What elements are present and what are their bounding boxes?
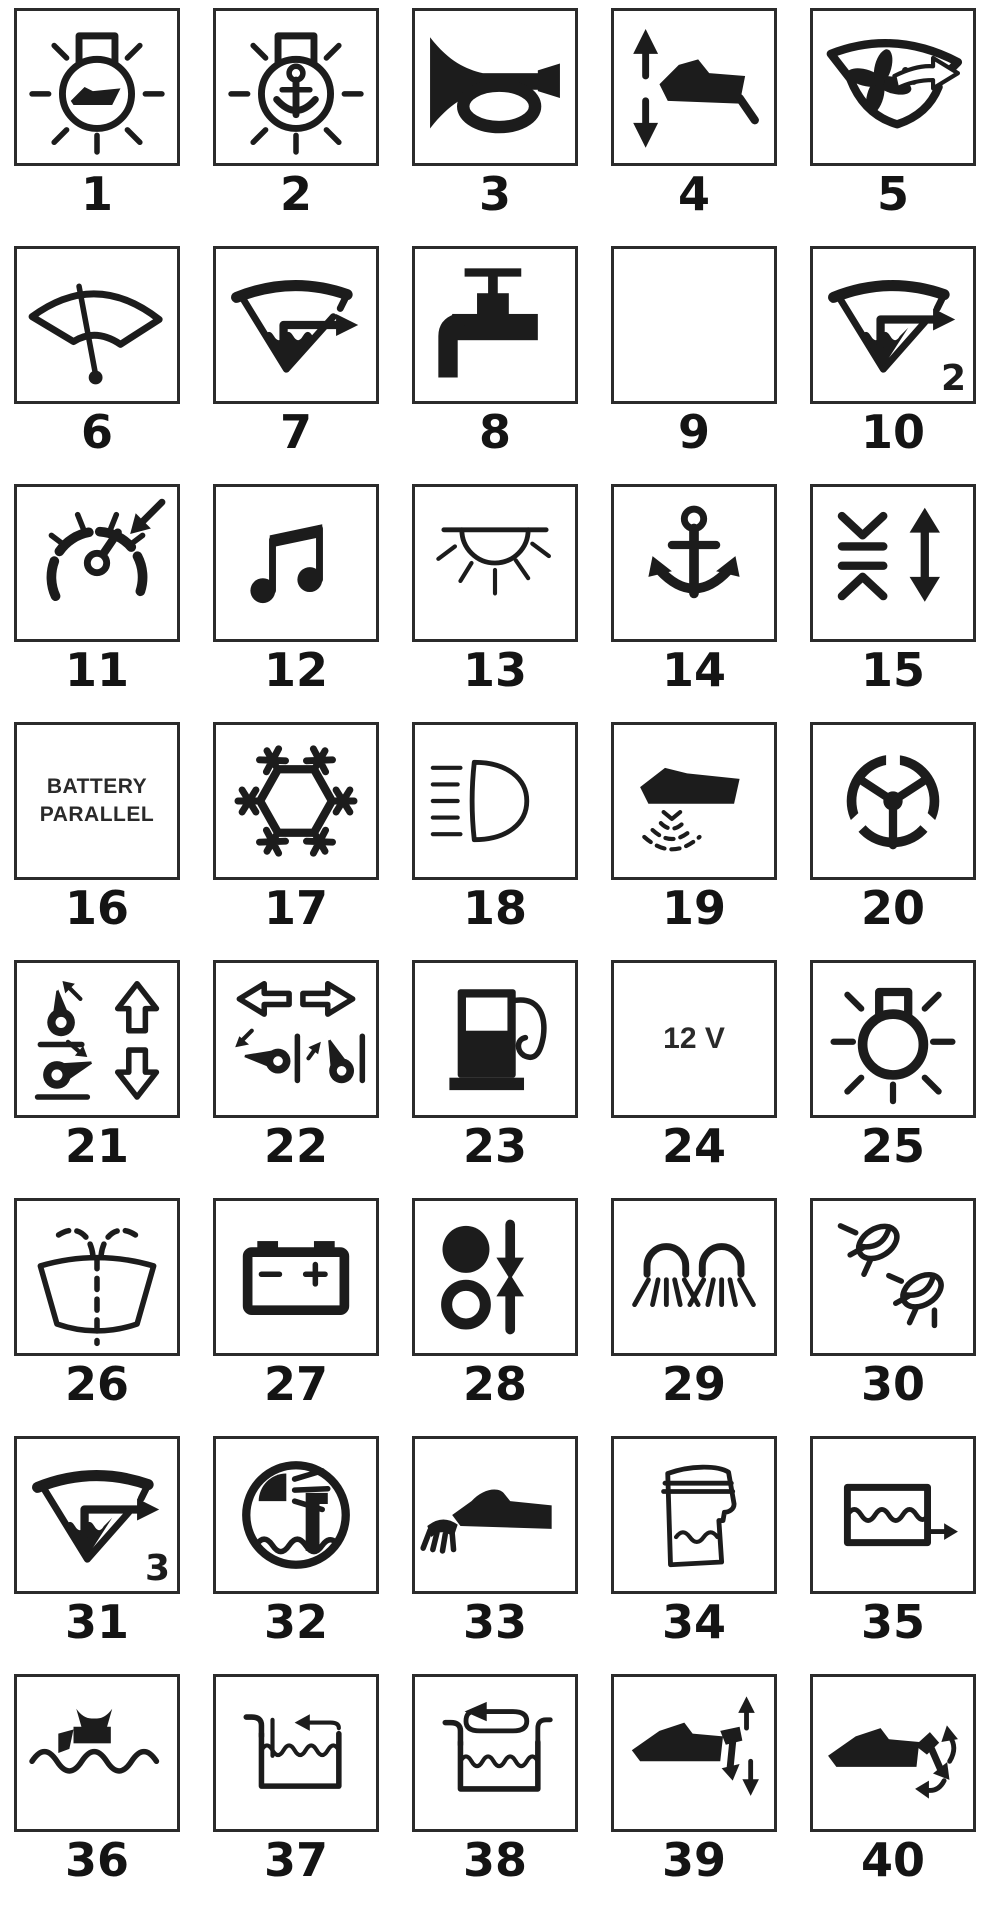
ballast-fill-empty-icon bbox=[419, 1206, 571, 1348]
symbol-number: 9 bbox=[677, 405, 710, 459]
horn-icon bbox=[419, 16, 571, 158]
legend-cell-27 bbox=[213, 1198, 379, 1436]
dome-light-icon bbox=[419, 492, 571, 634]
legend-cell-5 bbox=[810, 8, 976, 246]
symbol-box bbox=[810, 1198, 976, 1356]
boat-lift-icon bbox=[618, 16, 770, 158]
windshield-wiper-icon bbox=[21, 254, 173, 396]
symbol-box bbox=[14, 484, 180, 642]
speed-gauge-icon bbox=[21, 492, 173, 634]
symbol-number: 28 bbox=[462, 1357, 527, 1411]
legend-cell-17 bbox=[213, 722, 379, 960]
symbol-box bbox=[14, 722, 180, 880]
legend-cell-20 bbox=[810, 722, 976, 960]
bilge-pump-out-icon bbox=[817, 1444, 969, 1586]
legend-cell-21 bbox=[14, 960, 180, 1198]
symbol-box bbox=[412, 1674, 578, 1832]
legend-cell-15 bbox=[810, 484, 976, 722]
washer-speed-badge: 3 bbox=[144, 1548, 170, 1589]
symbol-number: 1 bbox=[80, 167, 113, 221]
battery-parallel-line2: PARALLEL bbox=[39, 803, 155, 826]
symbol-number: 2 bbox=[279, 167, 312, 221]
symbol-number: 33 bbox=[462, 1595, 527, 1649]
legend-cell-22 bbox=[213, 960, 379, 1198]
symbol-number: 3 bbox=[478, 167, 511, 221]
symbol-box bbox=[14, 960, 180, 1118]
symbol-box bbox=[611, 722, 777, 880]
symbol-box bbox=[810, 1436, 976, 1594]
symbol-number: 15 bbox=[860, 643, 925, 697]
symbol-box-empty bbox=[611, 246, 777, 404]
legend-cell-29 bbox=[611, 1198, 777, 1436]
legend-cell-9 bbox=[611, 246, 777, 484]
symbol-box bbox=[14, 1436, 180, 1594]
legend-cell-6 bbox=[14, 246, 180, 484]
outboard-trim-icon bbox=[618, 1682, 770, 1824]
engine-room-light-icon bbox=[220, 1444, 372, 1586]
symbol-box bbox=[412, 484, 578, 642]
windshield-spray-icon bbox=[21, 1206, 173, 1348]
symbol-box bbox=[14, 246, 180, 404]
stereo-music-icon bbox=[220, 492, 372, 634]
marine-toilet-icon bbox=[618, 1444, 770, 1586]
symbol-number: 25 bbox=[860, 1119, 925, 1173]
symbol-number: 24 bbox=[661, 1119, 726, 1173]
symbol-number: 36 bbox=[64, 1833, 129, 1887]
symbol-box bbox=[213, 484, 379, 642]
symbol-box bbox=[810, 246, 976, 404]
anchor-windlass-icon bbox=[419, 1444, 571, 1586]
legend-cell-3 bbox=[412, 8, 578, 246]
symbol-number: 5 bbox=[876, 167, 909, 221]
symbol-box bbox=[213, 246, 379, 404]
legend-cell-30 bbox=[810, 1198, 976, 1436]
symbol-box bbox=[810, 960, 976, 1118]
symbol-box bbox=[14, 1674, 180, 1832]
battery-icon bbox=[220, 1206, 372, 1348]
symbol-number: 8 bbox=[478, 405, 511, 459]
battery-parallel-line1: BATTERY bbox=[46, 774, 148, 798]
legend-cell-36 bbox=[14, 1674, 180, 1912]
symbol-box bbox=[14, 1198, 180, 1356]
symbol-box bbox=[412, 1198, 578, 1356]
legend-cell-18 bbox=[412, 722, 578, 960]
symbol-box bbox=[611, 960, 777, 1118]
symbol-number: 16 bbox=[64, 881, 129, 935]
symbol-box bbox=[611, 1674, 777, 1832]
bilge-blower-icon bbox=[817, 16, 969, 158]
symbol-number: 17 bbox=[263, 881, 328, 935]
symbol-box bbox=[412, 960, 578, 1118]
legend-cell-38 bbox=[412, 1674, 578, 1912]
legend-cell-16 bbox=[14, 722, 180, 960]
symbol-number: 6 bbox=[80, 405, 113, 459]
legend-cell-34 bbox=[611, 1436, 777, 1674]
symbol-box bbox=[611, 1198, 777, 1356]
legend-cell-31 bbox=[14, 1436, 180, 1674]
headlights-icon bbox=[419, 730, 571, 872]
legend-cell-35 bbox=[810, 1436, 976, 1674]
symbol-number: 23 bbox=[462, 1119, 527, 1173]
trim-tab-left-right-icon bbox=[220, 968, 372, 1110]
twelve-volt-label: 12 V bbox=[663, 1022, 725, 1055]
symbol-box bbox=[810, 484, 976, 642]
masthead-navigation-light-icon bbox=[21, 16, 173, 158]
legend-cell-4 bbox=[611, 8, 777, 246]
symbol-number: 21 bbox=[64, 1119, 129, 1173]
legend-cell-1 bbox=[14, 8, 180, 246]
symbol-number: 29 bbox=[661, 1357, 726, 1411]
symbol-number: 19 bbox=[661, 881, 726, 935]
all-round-light-icon bbox=[817, 968, 969, 1110]
symbol-box bbox=[213, 1436, 379, 1594]
symbol-number: 32 bbox=[263, 1595, 328, 1649]
symbol-number: 12 bbox=[263, 643, 328, 697]
legend-cell-12 bbox=[213, 484, 379, 722]
symbol-number: 34 bbox=[661, 1595, 726, 1649]
water-tap-icon bbox=[419, 254, 571, 396]
symbol-number: 37 bbox=[263, 1833, 328, 1887]
symbol-box bbox=[810, 8, 976, 166]
docking-lights-icon bbox=[618, 1206, 770, 1348]
symbol-number: 38 bbox=[462, 1833, 527, 1887]
anchor-light-icon bbox=[220, 16, 372, 158]
symbol-box bbox=[213, 722, 379, 880]
livewell-recirculate-icon bbox=[419, 1682, 571, 1824]
legend-cell-14 bbox=[611, 484, 777, 722]
legend-cell-13 bbox=[412, 484, 578, 722]
legend-cell-10 bbox=[810, 246, 976, 484]
livewell-fill-icon bbox=[220, 1682, 372, 1824]
symbol-number: 39 bbox=[661, 1833, 726, 1887]
symbol-box bbox=[611, 1436, 777, 1594]
legend-cell-2 bbox=[213, 8, 379, 246]
battery-parallel-label bbox=[40, 773, 154, 830]
depth-sounder-icon bbox=[618, 730, 770, 872]
symbol-box bbox=[213, 1198, 379, 1356]
symbol-number: 31 bbox=[64, 1595, 129, 1649]
spreader-lights-icon bbox=[817, 1206, 969, 1348]
outboard-tilt-icon bbox=[817, 1682, 969, 1824]
legend-cell-19 bbox=[611, 722, 777, 960]
legend-cell-7 bbox=[213, 246, 379, 484]
symbol-box bbox=[810, 1674, 976, 1832]
legend-cell-23 bbox=[412, 960, 578, 1198]
symbol-number: 14 bbox=[661, 643, 726, 697]
symbol-number: 26 bbox=[64, 1357, 129, 1411]
symbol-number: 13 bbox=[462, 643, 527, 697]
legend-cell-24 bbox=[611, 960, 777, 1198]
symbol-number: 20 bbox=[860, 881, 925, 935]
washer-speed-badge: 2 bbox=[940, 358, 966, 399]
legend-cell-26 bbox=[14, 1198, 180, 1436]
air-conditioning-snowflake-icon bbox=[220, 730, 372, 872]
legend-cell-40 bbox=[810, 1674, 976, 1912]
symbol-box bbox=[412, 246, 578, 404]
symbol-number: 10 bbox=[860, 405, 925, 459]
symbol-box bbox=[213, 960, 379, 1118]
legend-cell-37 bbox=[213, 1674, 379, 1912]
symbol-number: 18 bbox=[462, 881, 527, 935]
legend-cell-39 bbox=[611, 1674, 777, 1912]
washdown-pump-icon bbox=[21, 1682, 173, 1824]
symbol-number: 7 bbox=[279, 405, 312, 459]
fuel-pump-icon bbox=[419, 968, 571, 1110]
symbol-box bbox=[412, 722, 578, 880]
symbol-number: 11 bbox=[64, 643, 129, 697]
symbol-number: 30 bbox=[860, 1357, 925, 1411]
legend-cell-8 bbox=[412, 246, 578, 484]
symbol-number: 22 bbox=[263, 1119, 328, 1173]
symbol-number: 4 bbox=[677, 167, 710, 221]
symbol-box bbox=[611, 484, 777, 642]
symbol-number: 35 bbox=[860, 1595, 925, 1649]
symbol-box bbox=[412, 1436, 578, 1594]
symbol-number: 40 bbox=[860, 1833, 925, 1887]
symbol-box bbox=[412, 8, 578, 166]
symbol-box bbox=[810, 722, 976, 880]
symbol-box bbox=[213, 8, 379, 166]
symbol-number: 27 bbox=[263, 1357, 328, 1411]
windshield-washer-icon bbox=[220, 254, 372, 396]
legend-cell-25 bbox=[810, 960, 976, 1198]
symbol-box bbox=[14, 8, 180, 166]
anchor-icon bbox=[618, 492, 770, 634]
trim-compress-icon bbox=[817, 492, 969, 634]
symbol-box bbox=[213, 1674, 379, 1832]
legend-cell-33 bbox=[412, 1436, 578, 1674]
legend-cell-32 bbox=[213, 1436, 379, 1674]
steering-wheel-icon bbox=[817, 730, 969, 872]
symbol-box bbox=[611, 8, 777, 166]
trim-tab-up-down-icon bbox=[21, 968, 173, 1110]
legend-cell-28 bbox=[412, 1198, 578, 1436]
legend-cell-11 bbox=[14, 484, 180, 722]
